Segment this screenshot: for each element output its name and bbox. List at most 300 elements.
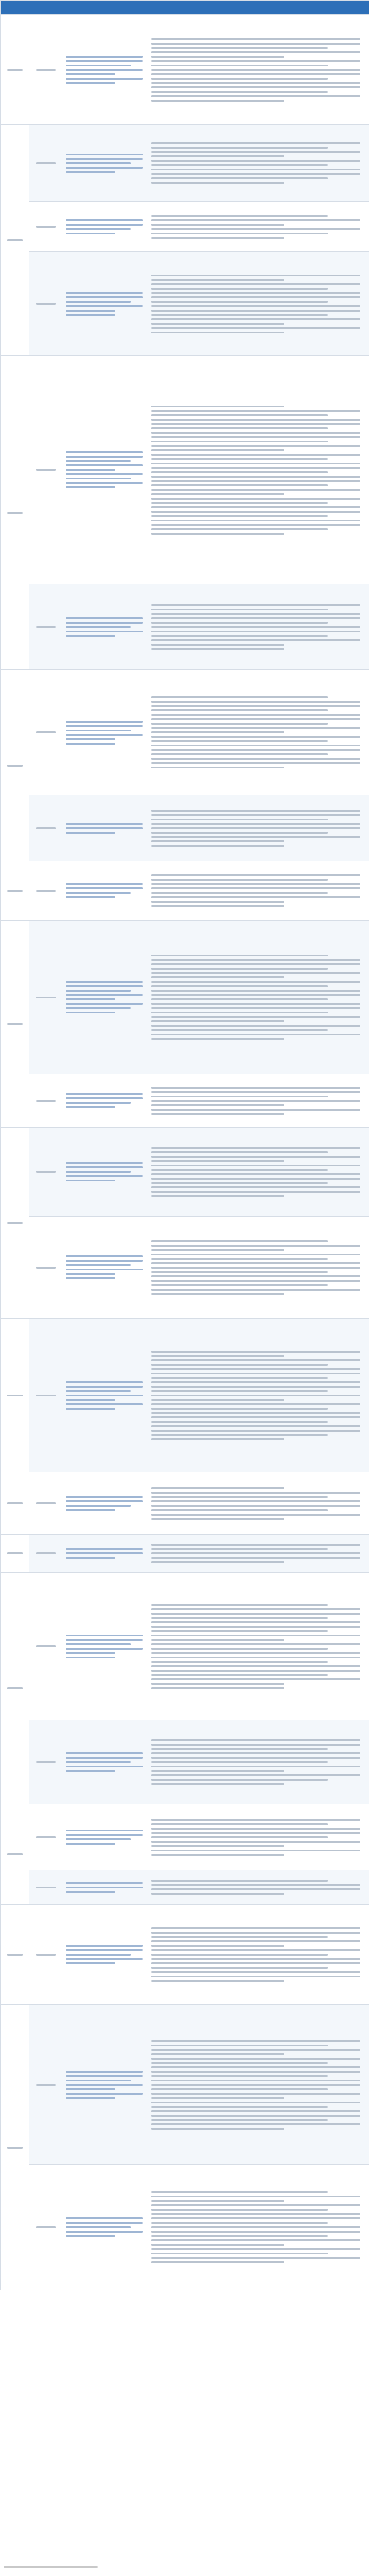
- content-line-placeholder: [151, 1739, 360, 1741]
- subject-line-placeholder: [66, 1162, 143, 1164]
- subject-line-placeholder: [66, 1093, 143, 1095]
- content-line-placeholder: [151, 644, 284, 646]
- source-note-placeholder: [4, 2566, 98, 2568]
- date-cell: [29, 1804, 63, 1870]
- content-line-placeholder: [151, 1757, 360, 1759]
- subject-line-placeholder: [66, 1752, 143, 1754]
- date-cell: [29, 1870, 63, 1905]
- content-line-placeholder: [151, 2106, 328, 2108]
- content-line-placeholder: [151, 69, 360, 71]
- content-line-placeholder: [151, 524, 360, 526]
- subject-cell: [63, 1905, 148, 2005]
- content-line-placeholder: [151, 318, 360, 320]
- content-line-placeholder: [151, 1752, 360, 1754]
- subject-line-placeholder: [66, 1180, 115, 1181]
- content-line-placeholder: [151, 2239, 360, 2241]
- table-row: [1, 1535, 369, 1573]
- subject-cell: [63, 1472, 148, 1535]
- subject-line-placeholder: [66, 65, 131, 66]
- content-line-placeholder: [151, 2196, 360, 2197]
- subject-line-placeholder: [66, 1954, 131, 1956]
- subject-line-placeholder: [66, 2097, 115, 2099]
- content-line-placeholder: [151, 2093, 360, 2095]
- content-line-placeholder: [151, 972, 360, 974]
- subject-cell: [63, 252, 148, 356]
- subject-line-placeholder: [66, 1882, 143, 1884]
- content-line-placeholder: [151, 1113, 284, 1115]
- content-line-placeholder: [151, 968, 328, 970]
- content-cell: [148, 861, 369, 921]
- content-line-placeholder: [151, 182, 284, 184]
- content-line-placeholder: [151, 1271, 328, 1273]
- content-line-placeholder: [151, 892, 328, 894]
- subject-line-placeholder: [66, 730, 131, 731]
- content-line-placeholder: [151, 1275, 360, 1277]
- subject-line-placeholder: [66, 1273, 115, 1275]
- content-cell: [148, 921, 369, 1074]
- subject-line-placeholder: [66, 228, 131, 230]
- content-line-placeholder: [151, 1548, 328, 1550]
- subject-line-placeholder: [66, 2222, 143, 2224]
- content-line-placeholder: [151, 502, 328, 504]
- subject-line-placeholder: [66, 2088, 115, 2090]
- region-cell: [1, 356, 29, 670]
- content-line-placeholder: [151, 1151, 328, 1153]
- content-line-placeholder: [151, 332, 284, 333]
- content-line-placeholder: [151, 1178, 360, 1180]
- content-line-placeholder: [151, 2231, 360, 2233]
- table-row: [1, 1074, 369, 1128]
- content-line-placeholder: [151, 1280, 360, 1282]
- content-line-placeholder: [151, 2261, 284, 2263]
- subject-line-placeholder: [66, 1403, 143, 1405]
- content-cell: [148, 202, 369, 252]
- subject-line-placeholder: [66, 1635, 143, 1636]
- subject-line-placeholder: [66, 162, 131, 164]
- date-placeholder: [36, 1836, 56, 1838]
- content-line-placeholder: [151, 228, 360, 230]
- content-line-placeholder: [151, 705, 360, 707]
- table-row: [1, 670, 369, 795]
- content-line-placeholder: [151, 47, 328, 49]
- date-cell: [29, 1573, 63, 1720]
- content-line-placeholder: [151, 1249, 284, 1251]
- content-line-placeholder: [151, 441, 328, 442]
- content-line-placeholder: [151, 2123, 360, 2125]
- content-line-placeholder: [151, 533, 284, 535]
- content-line-placeholder: [151, 423, 360, 425]
- subject-line-placeholder: [66, 1557, 115, 1559]
- content-line-placeholder: [151, 520, 360, 521]
- subject-line-placeholder: [66, 1171, 131, 1173]
- subject-line-placeholder: [66, 60, 143, 62]
- date-placeholder: [36, 997, 56, 998]
- content-line-placeholder: [151, 1500, 360, 1502]
- date-cell: [29, 584, 63, 670]
- region-cell: [1, 1535, 29, 1573]
- subject-line-placeholder: [66, 478, 131, 479]
- table-row: [1, 795, 369, 861]
- content-line-placeholder: [151, 1783, 284, 1785]
- date-placeholder: [36, 303, 56, 305]
- content-line-placeholder: [151, 718, 360, 720]
- content-line-placeholder: [151, 1364, 328, 1366]
- subject-line-placeholder: [66, 2080, 131, 2081]
- subject-cell: [63, 1573, 148, 1720]
- content-line-placeholder: [151, 1748, 328, 1750]
- content-line-placeholder: [151, 740, 328, 742]
- content-line-placeholder: [151, 745, 360, 746]
- date-cell: [29, 125, 63, 202]
- subject-line-placeholder: [66, 1958, 143, 1960]
- subject-line-placeholder: [66, 1770, 115, 1772]
- content-line-placeholder: [151, 1284, 328, 1286]
- date-placeholder: [36, 1645, 56, 1647]
- subject-line-placeholder: [66, 233, 115, 234]
- content-line-placeholder: [151, 879, 328, 881]
- content-line-placeholder: [151, 1613, 360, 1615]
- date-cell: [29, 15, 63, 125]
- content-line-placeholder: [151, 1880, 328, 1882]
- content-line-placeholder: [151, 1980, 284, 1982]
- subject-line-placeholder: [66, 832, 115, 834]
- region-placeholder: [7, 69, 23, 71]
- content-cell: [148, 1074, 369, 1128]
- content-line-placeholder: [151, 1425, 360, 1427]
- content-line-placeholder: [151, 1608, 360, 1610]
- subject-line-placeholder: [66, 827, 143, 829]
- content-line-placeholder: [151, 823, 360, 825]
- content-line-placeholder: [151, 959, 360, 961]
- subject-cell: [63, 356, 148, 584]
- subject-line-placeholder: [66, 998, 115, 1000]
- subject-line-placeholder: [66, 292, 143, 294]
- content-line-placeholder: [151, 155, 284, 157]
- date-cell: [29, 202, 63, 252]
- content-line-placeholder: [151, 1766, 360, 1767]
- subject-cell: [63, 861, 148, 921]
- date-placeholder: [36, 1761, 56, 1763]
- content-line-placeholder: [151, 1386, 360, 1388]
- content-line-placeholder: [151, 160, 360, 162]
- content-line-placeholder: [151, 1034, 360, 1035]
- subject-line-placeholder: [66, 1505, 131, 1507]
- content-line-placeholder: [151, 515, 328, 517]
- content-line-placeholder: [151, 836, 360, 838]
- content-line-placeholder: [151, 1823, 328, 1825]
- content-line-placeholder: [151, 467, 360, 469]
- content-line-placeholder: [151, 1884, 360, 1886]
- content-line-placeholder: [151, 480, 360, 482]
- content-line-placeholder: [151, 990, 360, 992]
- region-cell: [1, 861, 29, 921]
- subject-line-placeholder: [66, 1761, 131, 1763]
- content-line-placeholder: [151, 1971, 360, 1973]
- subject-cell: [63, 1319, 148, 1472]
- date-cell: [29, 795, 63, 861]
- table-row: [1, 15, 369, 125]
- subject-line-placeholder: [66, 219, 143, 221]
- date-placeholder: [36, 626, 56, 628]
- content-line-placeholder: [151, 827, 360, 829]
- subject-line-placeholder: [66, 635, 115, 637]
- subject-line-placeholder: [66, 310, 115, 312]
- content-line-placeholder: [151, 82, 360, 84]
- content-line-placeholder: [151, 714, 360, 716]
- content-line-placeholder: [151, 1850, 360, 1851]
- content-line-placeholder: [151, 1186, 360, 1188]
- date-cell: [29, 252, 63, 356]
- subject-line-placeholder: [66, 1269, 143, 1270]
- subject-cell: [63, 1128, 148, 1217]
- content-line-placeholder: [151, 1893, 284, 1895]
- subject-line-placeholder: [66, 482, 143, 484]
- subject-line-placeholder: [66, 1945, 143, 1947]
- content-line-placeholder: [151, 91, 328, 93]
- content-line-placeholder: [151, 2102, 360, 2103]
- content-cell: [148, 15, 369, 125]
- date-cell: [29, 1128, 63, 1217]
- region-cell: [1, 2005, 29, 2290]
- content-line-placeholder: [151, 1630, 328, 1632]
- content-cell: [148, 1720, 369, 1804]
- content-line-placeholder: [151, 1496, 328, 1498]
- content-line-placeholder: [151, 2053, 284, 2055]
- content-line-placeholder: [151, 215, 328, 217]
- region-cell: [1, 1573, 29, 1804]
- content-line-placeholder: [151, 758, 360, 760]
- content-line-placeholder: [151, 1967, 328, 1969]
- content-line-placeholder: [151, 2209, 328, 2211]
- table-row: [1, 2005, 369, 2165]
- table-row: [1, 1319, 369, 1472]
- content-line-placeholder: [151, 95, 360, 97]
- content-line-placeholder: [151, 1932, 360, 1934]
- subject-line-placeholder: [66, 464, 143, 466]
- subject-line-placeholder: [66, 2217, 143, 2219]
- table-row: [1, 921, 369, 1074]
- subject-line-placeholder: [66, 1097, 143, 1099]
- subject-line-placeholder: [66, 1007, 131, 1009]
- content-line-placeholder: [151, 2253, 328, 2254]
- region-cell: [1, 670, 29, 861]
- content-line-placeholder: [151, 219, 360, 221]
- subject-line-placeholder: [66, 631, 143, 632]
- subject-line-placeholder: [66, 73, 115, 75]
- subject-line-placeholder: [66, 1408, 115, 1410]
- content-line-placeholder: [151, 1430, 360, 1432]
- date-placeholder: [36, 69, 56, 71]
- content-line-placeholder: [151, 1657, 360, 1658]
- content-line-placeholder: [151, 1289, 360, 1291]
- content-line-placeholder: [151, 1976, 360, 1977]
- content-line-placeholder: [151, 1007, 360, 1009]
- content-line-placeholder: [151, 1003, 360, 1005]
- subject-line-placeholder: [66, 2235, 115, 2237]
- content-line-placeholder: [151, 1683, 284, 1685]
- content-line-placeholder: [151, 1408, 328, 1410]
- table-row: [1, 356, 369, 584]
- content-line-placeholder: [151, 2045, 328, 2046]
- content-line-placeholder: [151, 43, 360, 45]
- subject-line-placeholder: [66, 883, 143, 885]
- content-line-placeholder: [151, 1927, 360, 1929]
- content-line-placeholder: [151, 2071, 360, 2073]
- content-line-placeholder: [151, 1888, 360, 1890]
- date-placeholder: [36, 162, 56, 164]
- subject-line-placeholder: [66, 1260, 143, 1262]
- content-line-placeholder: [151, 327, 360, 329]
- content-line-placeholder: [151, 1109, 360, 1111]
- content-line-placeholder: [151, 173, 360, 175]
- subject-line-placeholder: [66, 734, 143, 736]
- content-line-placeholder: [151, 1373, 360, 1374]
- region-cell: [1, 1472, 29, 1535]
- content-line-placeholder: [151, 1518, 284, 1520]
- content-line-placeholder: [151, 301, 328, 303]
- subject-line-placeholder: [66, 1843, 115, 1845]
- content-line-placeholder: [151, 2080, 360, 2081]
- content-line-placeholder: [151, 86, 360, 88]
- content-line-placeholder: [151, 1678, 360, 1680]
- content-line-placeholder: [151, 896, 360, 898]
- content-line-placeholder: [151, 449, 284, 451]
- region-placeholder: [7, 1395, 23, 1396]
- content-line-placeholder: [151, 1557, 360, 1559]
- content-line-placeholder: [151, 1635, 360, 1636]
- subject-line-placeholder: [66, 2071, 143, 2073]
- content-line-placeholder: [151, 998, 328, 1000]
- region-cell: [1, 1128, 29, 1319]
- content-line-placeholder: [151, 506, 360, 508]
- content-line-placeholder: [151, 613, 360, 615]
- content-line-placeholder: [151, 1381, 360, 1383]
- date-cell: [29, 2005, 63, 2165]
- content-line-placeholder: [151, 622, 328, 624]
- content-line-placeholder: [151, 458, 328, 460]
- content-line-placeholder: [151, 981, 360, 983]
- content-line-placeholder: [151, 528, 328, 530]
- table-row: [1, 1720, 369, 1804]
- content-line-placeholder: [151, 1100, 360, 1102]
- subject-line-placeholder: [66, 2093, 143, 2095]
- subject-cell: [63, 921, 148, 1074]
- date-placeholder: [36, 226, 56, 228]
- content-line-placeholder: [151, 2248, 360, 2250]
- region-placeholder: [7, 512, 23, 514]
- subject-line-placeholder: [66, 1386, 143, 1388]
- subject-line-placeholder: [66, 2226, 131, 2228]
- content-line-placeholder: [151, 1779, 328, 1781]
- content-line-placeholder: [151, 736, 360, 738]
- subject-line-placeholder: [66, 301, 131, 303]
- subject-line-placeholder: [66, 1012, 115, 1013]
- date-placeholder: [36, 731, 56, 733]
- content-line-placeholder: [151, 1774, 360, 1776]
- subject-line-placeholder: [66, 1496, 143, 1498]
- content-line-placeholder: [151, 617, 360, 619]
- table-header: [1, 1, 369, 15]
- content-line-placeholder: [151, 1355, 284, 1357]
- content-line-placeholder: [151, 1104, 284, 1106]
- content-cell: [148, 1128, 369, 1217]
- subject-line-placeholder: [66, 1106, 115, 1108]
- content-line-placeholder: [151, 164, 328, 166]
- content-line-placeholder: [151, 1173, 360, 1175]
- content-line-placeholder: [151, 976, 284, 978]
- date-cell: [29, 921, 63, 1074]
- content-line-placeholder: [151, 648, 284, 650]
- content-line-placeholder: [151, 1626, 360, 1628]
- content-line-placeholder: [151, 1245, 360, 1247]
- subject-line-placeholder: [66, 622, 143, 624]
- content-line-placeholder: [151, 2049, 360, 2051]
- table-body: [1, 15, 369, 2290]
- content-line-placeholder: [151, 73, 360, 75]
- subject-line-placeholder: [66, 1381, 143, 1383]
- content-line-placeholder: [151, 484, 328, 486]
- subject-cell: [63, 125, 148, 202]
- date-placeholder: [36, 890, 56, 892]
- subject-line-placeholder: [66, 1166, 143, 1168]
- subject-line-placeholder: [66, 473, 143, 475]
- region-placeholder: [7, 1853, 23, 1855]
- content-line-placeholder: [151, 1240, 328, 1242]
- content-line-placeholder: [151, 845, 284, 847]
- content-line-placeholder: [151, 1958, 360, 1960]
- content-line-placeholder: [151, 2084, 360, 2086]
- content-line-placeholder: [151, 2200, 284, 2202]
- content-line-placeholder: [151, 696, 328, 698]
- content-line-placeholder: [151, 1505, 360, 1507]
- content-line-placeholder: [151, 463, 360, 464]
- content-line-placeholder: [151, 626, 360, 628]
- region-placeholder: [7, 1023, 23, 1025]
- content-line-placeholder: [151, 1832, 360, 1834]
- content-line-placeholder: [151, 709, 328, 711]
- content-line-placeholder: [151, 604, 360, 606]
- content-line-placeholder: [151, 2217, 360, 2219]
- content-cell: [148, 1472, 369, 1535]
- date-placeholder: [36, 1171, 56, 1173]
- content-line-placeholder: [151, 2110, 360, 2112]
- content-line-placeholder: [151, 1770, 284, 1772]
- date-cell: [29, 1535, 63, 1573]
- subject-line-placeholder: [66, 738, 115, 740]
- content-line-placeholder: [151, 1604, 328, 1606]
- content-line-placeholder: [151, 2119, 328, 2121]
- subject-line-placeholder: [66, 56, 143, 58]
- content-line-placeholder: [151, 476, 360, 478]
- subject-cell: [63, 15, 148, 125]
- content-line-placeholder: [151, 1029, 328, 1031]
- subject-line-placeholder: [66, 460, 131, 462]
- content-line-placeholder: [151, 493, 284, 495]
- content-line-placeholder: [151, 51, 360, 53]
- content-line-placeholder: [151, 177, 328, 179]
- content-line-placeholder: [151, 1191, 360, 1193]
- content-line-placeholder: [151, 1687, 284, 1689]
- subject-line-placeholder: [66, 154, 143, 155]
- content-line-placeholder: [151, 1954, 328, 1956]
- content-line-placeholder: [151, 2213, 360, 2215]
- subject-line-placeholder: [66, 1838, 131, 1840]
- subject-line-placeholder: [66, 1949, 143, 1951]
- content-line-placeholder: [151, 471, 328, 473]
- subject-line-placeholder: [66, 305, 143, 307]
- subject-cell: [63, 202, 148, 252]
- content-line-placeholder: [151, 1962, 360, 1964]
